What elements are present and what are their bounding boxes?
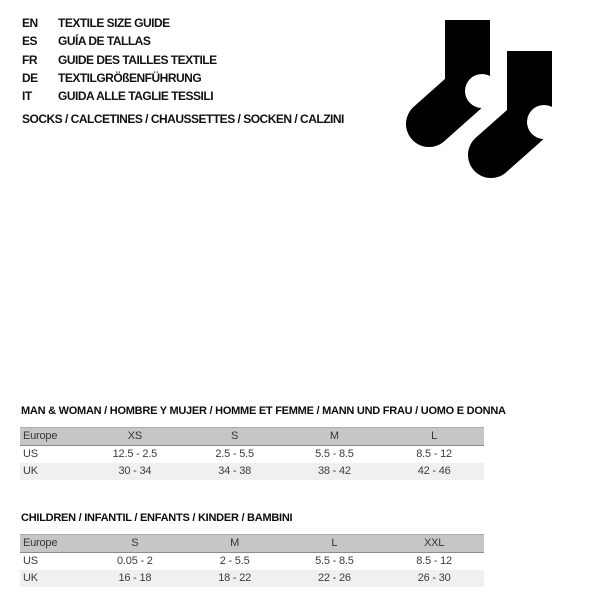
col-header-size: L — [384, 428, 484, 446]
size-cell: 2.5 - 5.5 — [215, 448, 254, 460]
size-cell: 8.5 - 12 — [416, 448, 452, 460]
language-code: ES — [22, 34, 38, 49]
col-header-size: L — [285, 535, 385, 553]
table-header-row — [20, 428, 484, 446]
size-cell: 5.5 - 8.5 — [315, 448, 354, 460]
size-cell: 0.05 - 2 — [117, 555, 153, 567]
size-cell: 38 - 42 — [317, 465, 351, 477]
language-code: IT — [22, 89, 32, 104]
size-cell: 18 - 22 — [218, 572, 252, 584]
size-cell: 8.5 - 12 — [416, 555, 452, 567]
language-label: TEXTILGRÖßENFÜHRUNG — [58, 71, 202, 86]
size-table — [20, 427, 484, 480]
table-title: CHILDREN / INFANTIL / ENFANTS / KINDER / BAMBINI — [21, 512, 293, 524]
size-cell: 26 - 30 — [417, 572, 451, 584]
col-header-size: S — [85, 535, 185, 553]
col-header-region: Europe — [20, 535, 85, 553]
col-header-size: S — [185, 428, 285, 446]
size-table-children — [20, 512, 484, 587]
language-label: TEXTILE SIZE GUIDE — [58, 16, 170, 31]
table-header-row — [20, 535, 484, 553]
size-cell: 30 - 34 — [118, 465, 152, 477]
size-cell: 16 - 18 — [118, 572, 152, 584]
col-header-size: M — [185, 535, 285, 553]
region-cell: UK — [23, 572, 38, 584]
size-cell: 2 - 5.5 — [219, 555, 250, 567]
language-code: EN — [22, 16, 38, 31]
language-row — [22, 87, 217, 105]
region-cell: US — [23, 555, 38, 567]
language-row — [22, 69, 217, 87]
language-row — [22, 14, 217, 32]
table-title: MAN & WOMAN / HOMBRE Y MUJER / HOMME ET FEMME / MANN UND FRAU / UOMO E DONNA — [21, 405, 506, 417]
size-cell: 5.5 - 8.5 — [315, 555, 354, 567]
size-table-adult — [20, 405, 506, 480]
size-cell: 42 - 46 — [417, 465, 451, 477]
table-row — [20, 570, 484, 587]
language-row — [22, 32, 217, 50]
size-cell: 22 - 26 — [317, 572, 351, 584]
size-cell: 34 - 38 — [218, 465, 252, 477]
col-header-size: XXL — [384, 535, 484, 553]
region-cell: US — [23, 448, 38, 460]
language-label: GUIDE DES TAILLES TEXTILE — [58, 52, 217, 67]
language-code: DE — [22, 71, 38, 86]
socks-icon — [395, 15, 570, 180]
language-list — [22, 14, 217, 105]
language-code: FR — [22, 52, 37, 67]
table-row — [20, 463, 484, 480]
table-row — [20, 553, 484, 571]
col-header-region: Europe — [20, 428, 85, 446]
language-label: GUÍA DE TALLAS — [58, 34, 151, 49]
col-header-size: M — [285, 428, 385, 446]
language-label: GUIDA ALLE TAGLIE TESSILI — [58, 89, 214, 104]
size-table — [20, 534, 484, 587]
col-header-size: XS — [85, 428, 185, 446]
table-row — [20, 446, 484, 464]
region-cell: UK — [23, 465, 38, 477]
size-cell: 12.5 - 2.5 — [112, 448, 158, 460]
category-line: SOCKS / CALCETINES / CHAUSSETTES / SOCKEN / CALZINI — [22, 112, 344, 126]
language-row — [22, 51, 217, 69]
